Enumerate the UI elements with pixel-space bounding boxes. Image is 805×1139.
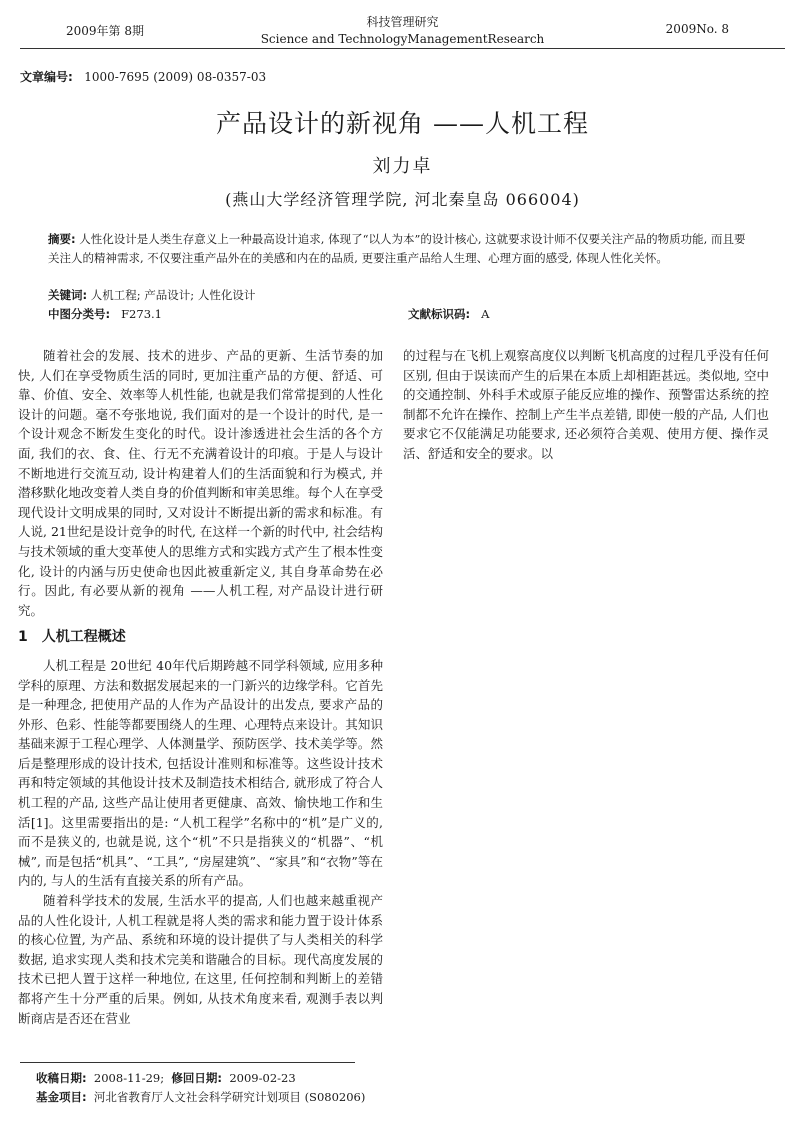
received-date: 2008-11-29 [93, 1071, 161, 1085]
section-1-heading: 1 人机工程概述 [18, 629, 126, 646]
clc-number [48, 306, 162, 322]
journal-name-cn: 科技管理研究 [366, 15, 439, 29]
abstract [48, 230, 748, 268]
article-number [20, 68, 266, 85]
header-divider [20, 48, 785, 49]
right-column-paragraph-1: 的过程与在飞机上观察高度仪以判断飞机高度的过程几乎没有任何区别, 但由于误读而产生的后果在本质上却相距甚远。类似地, 空中的交通控制、外科手术或原子能反应堆的操作、预警雷达系统的控制都不允许在操作、控制上产生半点差错, 即使一般的产品, 人们也要求它不仅能满足功能要求, 还必须符合美观、使用方便、操作灵活、舒适和安全的要求。以 [403, 348, 769, 461]
body-column-left [18, 346, 383, 1028]
document-code-value: A [481, 307, 490, 321]
clc-label: 中图分类号: [48, 307, 111, 321]
abstract-label: 摘要: [48, 232, 76, 246]
paper-author: 刘力卓 [372, 156, 433, 177]
keywords-label: 关键词: [48, 288, 88, 302]
intro-paragraph: 随着社会的发展、技术的进步、产品的更新、生活节奏的加快, 人们在享受物质生活的同时, 更加注重产品的方便、舒适、可靠、价值、安全、效率等人机性能, 也就是我们常常提到的人性化设计的问题。毫不夸张地说, 我们面对的是一个设计的时代, 是一个设计观念不断发生变化的时代。设计渗透进社会生活的各个方面, 我们的衣、食、住、行无不充满着设计的印痕。于是人与设计不断地进行交流互动, 设计构建着人们的生活面貌和行为模式, 并潜移默化地改变着人类自身的价值判断和审美思维。每个人在享受现代设计文明成果的同时, 又对设计不断提出新的需求和标准。有人说, 21世纪是设计竞争的时代, 在这样一个新的时代中, 社会结构与技术领域的重大变革使人的思维方式和实践方式产生了根本性变化, 设计的内涵与历史使命也因此被重新定义, 其自身革命势在必行。因此, 有必要从新的视角 ——人机工程, 对产品设计进行研究。 [18, 348, 383, 618]
article-number-value: 1000-7695 (2009) 08-0357-03 [84, 70, 267, 84]
footnote-fund [36, 1089, 365, 1105]
fund-label: 基金项目: [36, 1090, 87, 1104]
keywords [48, 287, 255, 303]
section-1-paragraph-1: 人机工程是 20世纪 40年代后期跨越不同学科领域, 应用多种学科的原理、方法和数据发展起来的一门新兴的边缘学科。它首先是一种理念, 把使用产品的人作为产品设计的出发点, 要求产品的外形、色彩、性能等都要围绕人的生理、心理特点来设计。其知识基础来源于工程心理学、人体测量学、预防医学、技术美学等。然后是整理形成的设计技术, 包括设计准则和标准等。这些设计技术再和特定领域的其他设计技术及制造技术相结合, 就形成了符合人机工程的产品, 这些产品让使用者更健康、高效、愉快地工作和生活[1]。这里需要指出的是: “人机工程学”名称中的“机”是广义的, 而不是狭义的, 也就是说, 这个“机”不只是指狭义的“机器”、“机械”, 而是包括“机具”、“工具”, “房屋建筑”、“家具”和“衣物”等在内的, 与人的生活有直接关系的所有产品。 [18, 657, 383, 889]
abstract-text: 人性化设计是人类生存意义上一种最高设计追求, 体现了“以人为本”的设计核心, 这就要求设计师不仅要关注产品的物质功能, 而且要关注人的精神需求, 不仅要注重产品外在的美感和内在的品质, 更要注重产品给人生理、心理方面的感受, 体现人性化关怀。 [48, 232, 746, 265]
clc-value: F273.1 [121, 307, 162, 321]
journal-issue-left: 2009年第 8期 [66, 24, 144, 38]
article-number-label: 文章编号: [20, 70, 73, 84]
revised-date: 2009-02-23 [229, 1071, 296, 1085]
document-code-label: 文献标识码: [408, 307, 471, 321]
author-affiliation: (燕山大学经济管理学院, 河北秦皇岛 066004) [225, 190, 580, 209]
section-1-paragraph-2: 随着科学技术的发展, 生活水平的提高, 人们也越来越重视产品的人性化设计, 人机工程就是将人类的需求和能力置于设计体系的核心位置, 为产品、系统和环境的设计提供了与人类相关的科学数据, 追求实现人类和技术完美和谐融合的目标。现代高度发展的技术已把人置于这样一种地位, 在这里, 任何控制和判断上的差错都将产生十分严重的后果。例如, 从技术角度来看, 观测手表以判断商店是否还在营业 [18, 893, 383, 1026]
journal-name-en: Science and TechnologyManagementResearch [260, 32, 545, 46]
keywords-text: 人机工程; 产品设计; 人性化设计 [90, 288, 256, 302]
document-code [408, 306, 489, 322]
fund-text: 河北省教育厅人文社会科学研究计划项目 (S080206) [93, 1090, 366, 1104]
journal-issue-right: 2009No. 8 [665, 22, 729, 36]
paper-title: 产品设计的新视角 ——人机工程 [216, 109, 589, 138]
footnote-dates: 收稿日期: 2008-11-29; 修回日期: 2009-02-23 [36, 1071, 296, 1085]
footnote-divider [20, 1062, 355, 1063]
journal-name [250, 14, 555, 48]
body-column-right [403, 346, 769, 464]
received-label: 收稿日期: [36, 1071, 87, 1085]
revised-label: 修回日期: [171, 1071, 223, 1085]
